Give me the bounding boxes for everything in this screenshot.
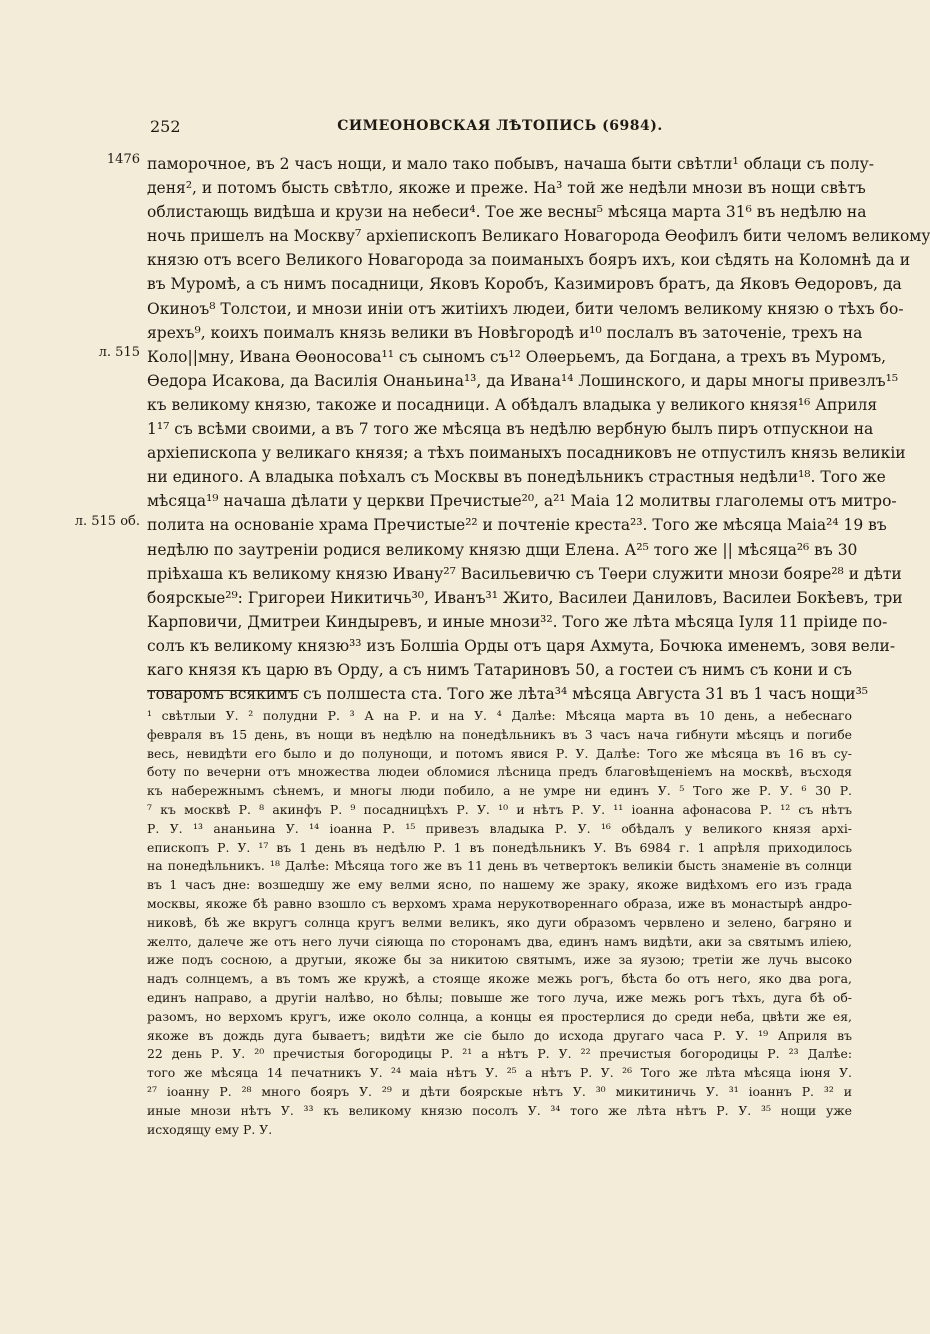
text-line: ни единого. А владыка поѣхалъ съ Москвы въ понедѣльникъ страстныя недѣли¹⁸. Того же bbox=[147, 468, 886, 487]
text-line: 1¹⁷ съ всѣми своими, а въ 7 того же мѣсяца въ недѣлю вербную былъ пиръ отпускнои на bbox=[147, 420, 874, 439]
text-line: князю отъ всего Великого Новагорода за поиманыхъ бояръ ихъ, кои сѣдять на Коломнѣ да и bbox=[147, 251, 911, 270]
text-line: недѣлю по заутреніи родися великому князю дщи Елена. А²⁵ того же || мѣсяца²⁶ въ 30 bbox=[147, 540, 858, 559]
footnote-line: иже подъ сосною, а другыи, якоже бы за никитою святымъ, иже за яузою; третіи же лучь высоко bbox=[147, 952, 852, 968]
footnote-line: Р. У. ¹³ ананьина У. ¹⁴ іоанна Р. ¹⁵ привезъ владыка Р. У. ¹⁶ обѣдалъ у великого князя архі- bbox=[147, 820, 852, 836]
text-line: полита на основаніе храма Пречистые²² и почтеніе креста²³. Того же мѣсяца Маіа²⁴ 19 въ bbox=[147, 516, 887, 535]
footnote-line: 22 день Р. У. ²⁰ пречистыя богородицы Р. ²¹ а нѣтъ Р. У. ²² пречистыя богородицы Р. ²³ Далѣе: bbox=[147, 1046, 852, 1062]
text-line: мѣсяца¹⁹ начаша дѣлати у церкви Пречистые²⁰, а²¹ Маіа 12 молитвы глаголемы отъ митро- bbox=[147, 492, 897, 511]
footnote-line: разомъ, но верхомъ кругъ, иже около солнца, а концы ея простерлися до среди неба, цвѣти же ея, bbox=[147, 1008, 852, 1024]
text-line: Ѳедора Исакова, да Василія Онаньина¹³, да Ивана¹⁴ Лошинского, и дары многы привезлъ¹⁵ bbox=[147, 371, 899, 390]
running-title: СИМЕОНОВСКАЯ ЛѢТОПИСЬ (6984). bbox=[337, 118, 663, 134]
text-line: каго князя къ царю въ Орду, а съ нимъ Татариновъ 50, а гостеи съ нимъ съ кони и съ bbox=[147, 660, 852, 679]
footnote-line: желто, далече же отъ него лучи сіяюща по сторонамъ два, единъ намъ видѣти, аки за святымъ иліею, bbox=[147, 933, 852, 949]
text-line: деня², и потомъ бысть свѣтло, якоже и преже. На³ той же недѣли мнози въ нощи свѣтъ bbox=[147, 179, 866, 198]
text-line: Карповичи, Дмитреи Киндыревъ, и иные мнози³². Того же лѣта мѣсяца Іуля 11 пріиде по- bbox=[147, 612, 888, 631]
footnote-divider bbox=[147, 690, 299, 691]
footnote-line: епископъ Р. У. ¹⁷ въ 1 день въ недѣлю Р. 1 въ понедѣльникъ У. Въ 6984 г. 1 апрѣля приходилось bbox=[147, 839, 852, 855]
footnote-line: весь, невидѣти его было и до полунощи, и потомъ явися Р. У. Далѣе: Того же мѣсяца въ 16 въ су- bbox=[147, 745, 852, 761]
text-line: облистающь видѣша и крузи на небеси⁴. Тое же весны⁵ мѣсяца марта 31⁶ въ недѣлю на bbox=[147, 203, 867, 222]
footnote-line: февраля въ 15 день, въ нощи въ недѣлю на понедѣльникъ въ 3 часъ нача гибнути мѣсяцъ и погибе bbox=[147, 726, 852, 742]
footnote-line: ¹ свѣтлыи У. ² полудни Р. ³ А на Р. и на У. ⁴ Далѣе: Мѣсяца марта въ 10 день, а небеснаго bbox=[147, 708, 852, 723]
footnote-line: къ набережнымъ сѣнемъ, и многы люди побило, а не умре ни единъ У. ⁵ Того же Р. У. ⁶ 30 Р. bbox=[147, 783, 852, 799]
text-line: паморочное, въ 2 часъ нощи, и мало тако побывъ, начаша быти свѣтли¹ облаци съ полу- bbox=[147, 155, 874, 173]
text-line: боярскые²⁹: Григореи Никитичь³⁰, Иванъ³¹ Жито, Василеи Даниловъ, Василеи Бокѣевъ, три bbox=[147, 588, 903, 607]
text-line: товаромъ всякимъ съ полшеста ста. Того же лѣта³⁴ мѣсяца Августа 31 въ 1 часъ нощи³⁵ bbox=[147, 685, 868, 704]
footnote-line: иные мнози нѣтъ У. ³³ къ великому князю посолъ У. ³⁴ того же лѣта нѣтъ Р. У. ³⁵ нощи уже bbox=[147, 1102, 852, 1118]
text-line: къ великому князю, такоже и посадници. А обѣдалъ владыка у великого князя¹⁶ Априля bbox=[147, 395, 878, 414]
footnote-line: на понедѣльникъ. ¹⁸ Далѣе: Мѣсяца того же въ 11 день въ четвертокъ великіи бысть знаменіе въ солнци bbox=[147, 858, 852, 874]
text-line: пріѣхаша къ великому князю Ивану²⁷ Васильевичю съ Тѳери служити мнози бояре²⁸ и дѣти bbox=[147, 564, 902, 583]
text-line: архіепископа у великаго князя; а тѣхъ поиманыхъ посадниковъ не отпустилъ князь великіи bbox=[147, 444, 906, 463]
text-line: въ Муромѣ, а съ нимъ посадници, Яковъ Коробъ, Казимировъ братъ, да Яковъ Ѳедоровъ, да bbox=[147, 275, 902, 294]
footnote-line: ⁷ къ москвѣ Р. ⁸ акинфъ Р. ⁹ посадницѣхъ Р. У. ¹⁰ и нѣтъ Р. У. ¹¹ іоанна афонасова Р. ¹² съ нѣтъ bbox=[147, 801, 852, 817]
margin-year: 1476 bbox=[106, 152, 140, 167]
footnote-line: москвы, якоже бѣ равно взошло съ верхомъ храма нерукотвореннаго образа, иже въ монастырѣ андро- bbox=[147, 895, 852, 911]
footnote-line: того же мѣсяца 14 печатникъ У. ²⁴ маіа нѣтъ У. ²⁵ а нѣтъ Р. У. ²⁶ Того же лѣта мѣсяца іюня У. bbox=[147, 1065, 852, 1081]
text-line: ночь пришелъ на Москву⁷ архіепископъ Великаго Новагорода Ѳеофилъ бити челомъ великому bbox=[147, 227, 930, 246]
page-number: 252 bbox=[150, 117, 181, 136]
footnote-line: никовѣ, бѣ же вкругъ солнца кругъ велми великъ, яко дуги образомъ червлено и зелено, багряно и bbox=[147, 914, 852, 930]
footnote-line: якоже въ дождь дуга бываетъ; видѣти же сіе было до исхода другаго часа Р. У. ¹⁹ Априля въ bbox=[147, 1027, 852, 1043]
page-header bbox=[150, 117, 850, 139]
text-line: солъ къ великому князю³³ изъ Болшіа Орды отъ царя Ахмута, Бочюка именемъ, зовя вели- bbox=[147, 636, 896, 655]
footnote-line: исходящу ему Р. У. bbox=[147, 1121, 273, 1137]
footnote-line: единъ направо, а другіи налѣво, но бѣлы; повыше же того луча, иже межь рогъ тѣхъ, дуга бѣ об- bbox=[147, 989, 852, 1005]
text-line: Окиноъ⁸ Толстои, и мнози иніи отъ житіихъ людеи, бити челомъ великому князю о тѣхъ бо- bbox=[147, 299, 904, 318]
footnotes bbox=[147, 707, 852, 1139]
main-text bbox=[147, 152, 930, 706]
footnote-line: боту по вечерни отъ множества людеи обломися лѣсница предъ благовѣщеніемъ на москвѣ, въсходя bbox=[147, 764, 852, 780]
margin-folio: л. 515 bbox=[98, 345, 140, 360]
text-line: ярехъ⁹, коихъ поималъ князь велики въ Новѣгородѣ и¹⁰ послалъ въ заточеніе, трехъ на bbox=[147, 323, 863, 342]
footnote-line: надъ солнцемъ, а въ томъ же кружѣ, а стояще якоже межь рогъ, бѣста бо отъ него, яко два рога, bbox=[147, 971, 852, 987]
margin-folio-verso: л. 515 об. bbox=[74, 514, 140, 529]
footnote-line: ²⁷ іоанну Р. ²⁸ много бояръ У. ²⁹ и дѣти боярскые нѣтъ У. ³⁰ микитиничь У. ³¹ іоаннъ Р. ³² и bbox=[147, 1083, 852, 1099]
footnote-line: въ 1 часъ дне: возшедшу же ему велми ясно, по нашему же зраку, якоже видѣхомъ его изъ града bbox=[147, 877, 852, 893]
text-line: Коло||мну, Ивана Ѳѳоносова¹¹ съ сыномъ съ¹² Олѳерьемъ, да Богдана, а трехъ въ Муромъ, bbox=[147, 347, 887, 366]
